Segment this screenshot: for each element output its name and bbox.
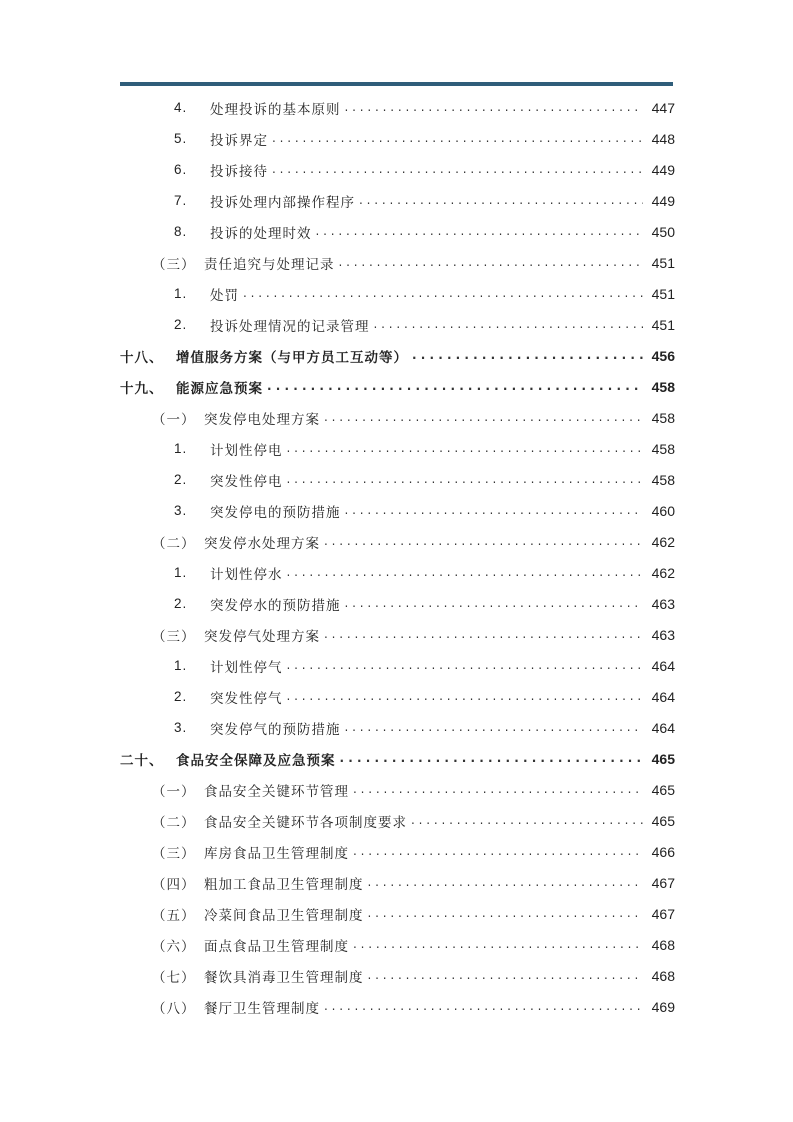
- toc-entry[interactable]: [174, 464, 675, 495]
- toc-dot-leader: [345, 719, 644, 735]
- toc-entry-number: （四）: [152, 876, 196, 893]
- toc-page-number: 469: [651, 998, 675, 1015]
- toc-entry-number: 二十、: [120, 752, 164, 769]
- toc-entry-number: 1.: [174, 658, 188, 673]
- toc-dot-leader: [368, 874, 644, 890]
- toc-entry[interactable]: [174, 278, 675, 309]
- toc-entry-title: 突发性停气: [210, 690, 283, 707]
- toc-page-number: 465: [651, 781, 675, 798]
- toc-entry[interactable]: [174, 681, 675, 712]
- toc-entry-title: 突发停电处理方案: [204, 411, 320, 428]
- toc-entry-title: 餐饮具消毒卫生管理制度: [204, 969, 364, 986]
- toc-entry-title: 计划性停水: [210, 566, 283, 583]
- toc-entry[interactable]: [174, 185, 675, 216]
- toc-entry[interactable]: [152, 247, 675, 278]
- toc-page-number: 464: [651, 688, 675, 705]
- toc-dot-leader: [324, 533, 643, 549]
- toc-page-number: 458: [651, 409, 675, 426]
- toc-dot-leader: [339, 254, 644, 270]
- toc-page-number: 449: [651, 161, 675, 178]
- toc-page-number: 462: [651, 564, 675, 581]
- toc-entry-title: 投诉界定: [210, 132, 268, 149]
- toc-entry[interactable]: [152, 898, 675, 929]
- toc-page-number: 464: [651, 657, 675, 674]
- toc-page-number: 451: [651, 254, 675, 271]
- toc-entry[interactable]: [174, 123, 675, 154]
- toc-entry-number: （八）: [152, 1000, 196, 1017]
- toc-entry-number: （一）: [152, 783, 196, 800]
- toc-dot-leader: [374, 316, 644, 332]
- table-of-contents: [0, 92, 793, 1022]
- toc-entry-title: 突发性停电: [210, 473, 283, 490]
- toc-entry-number: （六）: [152, 938, 196, 955]
- toc-dot-leader: [287, 471, 644, 487]
- toc-dot-leader: [359, 192, 643, 208]
- toc-entry[interactable]: [174, 433, 675, 464]
- toc-page-number: 463: [651, 595, 675, 612]
- toc-dot-leader: [345, 502, 644, 518]
- toc-entry-title: 突发停电的预防措施: [210, 504, 341, 521]
- toc-entry[interactable]: [174, 557, 675, 588]
- toc-entry-number: 2.: [174, 472, 188, 487]
- toc-dot-leader: [353, 936, 643, 952]
- toc-entry[interactable]: [120, 340, 675, 371]
- toc-dot-leader: [243, 285, 643, 301]
- toc-page-number: 458: [651, 471, 675, 488]
- toc-entry-title: 突发停水处理方案: [204, 535, 320, 552]
- toc-entry-title: 增值服务方案（与甲方员工互动等）: [176, 349, 408, 366]
- toc-entry-title: 投诉处理情况的记录管理: [210, 318, 370, 335]
- toc-entry-number: 3.: [174, 720, 188, 735]
- header-rule: [120, 82, 673, 86]
- toc-dot-leader: [324, 409, 643, 425]
- toc-entry-title: 突发停气的预防措施: [210, 721, 341, 738]
- toc-entry-number: 1.: [174, 286, 188, 301]
- toc-entry[interactable]: [152, 402, 675, 433]
- toc-entry[interactable]: [152, 960, 675, 991]
- toc-entry-title: 投诉处理内部操作程序: [210, 194, 355, 211]
- toc-entry-title: 投诉的处理时效: [210, 225, 312, 242]
- toc-entry-title: 投诉接待: [210, 163, 268, 180]
- toc-dot-leader: [287, 564, 644, 580]
- toc-entry-number: （七）: [152, 969, 196, 986]
- toc-page-number: 468: [651, 967, 675, 984]
- toc-entry[interactable]: [174, 309, 675, 340]
- toc-page-number: 468: [651, 936, 675, 953]
- toc-entry-number: 8.: [174, 224, 188, 239]
- toc-page-number: 465: [651, 750, 675, 767]
- toc-page-number: 451: [651, 316, 675, 333]
- toc-entry-title: 责任追究与处理记录: [204, 256, 335, 273]
- toc-entry[interactable]: [120, 371, 675, 402]
- toc-page-number: 466: [651, 843, 675, 860]
- toc-entry-title: 餐厅卫生管理制度: [204, 1000, 320, 1017]
- toc-entry-number: （二）: [152, 535, 196, 552]
- toc-entry-number: 1.: [174, 565, 188, 580]
- toc-entry-number: （三）: [152, 845, 196, 862]
- toc-page-number: 465: [651, 812, 675, 829]
- toc-dot-leader: [272, 130, 643, 146]
- toc-dot-leader: [287, 440, 644, 456]
- toc-entry[interactable]: [152, 619, 675, 650]
- toc-page-number: 467: [651, 874, 675, 891]
- toc-entry-title: 冷菜间食品卫生管理制度: [204, 907, 364, 924]
- toc-entry[interactable]: [174, 588, 675, 619]
- toc-entry-title: 食品安全关键环节各项制度要求: [204, 814, 407, 831]
- toc-entry-number: 3.: [174, 503, 188, 518]
- toc-entry[interactable]: [120, 743, 675, 774]
- toc-entry[interactable]: [174, 154, 675, 185]
- toc-entry-number: （三）: [152, 256, 196, 273]
- toc-page-number: 449: [651, 192, 675, 209]
- toc-entry[interactable]: [174, 92, 675, 123]
- toc-dot-leader: [324, 626, 643, 642]
- toc-entry-number: 2.: [174, 596, 188, 611]
- toc-dot-leader: [345, 595, 644, 611]
- toc-entry[interactable]: [152, 836, 675, 867]
- toc-dot-leader: [368, 905, 644, 921]
- toc-entry[interactable]: [174, 650, 675, 681]
- toc-entry-number: 2.: [174, 689, 188, 704]
- toc-entry-title: 食品安全保障及应急预案: [176, 752, 336, 769]
- toc-entry[interactable]: [174, 495, 675, 526]
- toc-entry[interactable]: [152, 929, 675, 960]
- toc-entry-title: 能源应急预案: [176, 380, 263, 397]
- toc-entry[interactable]: [152, 805, 675, 836]
- toc-entry-title: 处理投诉的基本原则: [210, 101, 341, 118]
- toc-dot-leader: [287, 688, 644, 704]
- toc-entry-number: 1.: [174, 441, 188, 456]
- toc-dot-leader: [345, 99, 644, 115]
- toc-dot-leader: [324, 998, 643, 1014]
- toc-dot-leader: [267, 378, 643, 394]
- toc-page-number: 467: [651, 905, 675, 922]
- toc-entry-number: 2.: [174, 317, 188, 332]
- toc-entry[interactable]: [152, 526, 675, 557]
- toc-entry[interactable]: [152, 774, 675, 805]
- toc-entry-number: 十八、: [120, 349, 164, 366]
- toc-entry-number: （五）: [152, 907, 196, 924]
- toc-entry-title: 粗加工食品卫生管理制度: [204, 876, 364, 893]
- toc-entry-title: 食品安全关键环节管理: [204, 783, 349, 800]
- toc-entry-title: 突发停气处理方案: [204, 628, 320, 645]
- toc-entry[interactable]: [174, 216, 675, 247]
- toc-entry-number: （三）: [152, 628, 196, 645]
- toc-page-number: 447: [651, 99, 675, 116]
- toc-dot-leader: [353, 843, 643, 859]
- toc-entry-number: 5.: [174, 131, 188, 146]
- toc-entry[interactable]: [152, 867, 675, 898]
- toc-entry-number: （二）: [152, 814, 196, 831]
- toc-entry-title: 计划性停气: [210, 659, 283, 676]
- toc-page-number: 458: [651, 378, 675, 395]
- toc-entry[interactable]: [174, 712, 675, 743]
- toc-entry-title: 库房食品卫生管理制度: [204, 845, 349, 862]
- toc-page-number: 456: [651, 347, 675, 364]
- toc-dot-leader: [353, 781, 643, 797]
- toc-page-number: 448: [651, 130, 675, 147]
- toc-dot-leader: [368, 967, 644, 983]
- toc-page-number: 451: [651, 285, 675, 302]
- toc-entry-title: 面点食品卫生管理制度: [204, 938, 349, 955]
- toc-entry-number: 7.: [174, 193, 188, 208]
- toc-dot-leader: [272, 161, 643, 177]
- toc-dot-leader: [340, 750, 644, 766]
- toc-page-number: 458: [651, 440, 675, 457]
- toc-dot-leader: [287, 657, 644, 673]
- toc-entry-title: 处罚: [210, 287, 239, 304]
- toc-entry-number: 4.: [174, 100, 188, 115]
- toc-page-number: 463: [651, 626, 675, 643]
- toc-page-number: 464: [651, 719, 675, 736]
- toc-entry-title: 计划性停电: [210, 442, 283, 459]
- toc-dot-leader: [316, 223, 644, 239]
- toc-entry-number: 十九、: [120, 380, 164, 397]
- toc-dot-leader: [412, 347, 643, 363]
- toc-page-number: 460: [651, 502, 675, 519]
- toc-dot-leader: [411, 812, 643, 828]
- toc-entry-title: 突发停水的预防措施: [210, 597, 341, 614]
- toc-entry-number: 6.: [174, 162, 188, 177]
- toc-entry-number: （一）: [152, 411, 196, 428]
- toc-entry[interactable]: [152, 991, 675, 1022]
- toc-page-number: 462: [651, 533, 675, 550]
- toc-page-number: 450: [651, 223, 675, 240]
